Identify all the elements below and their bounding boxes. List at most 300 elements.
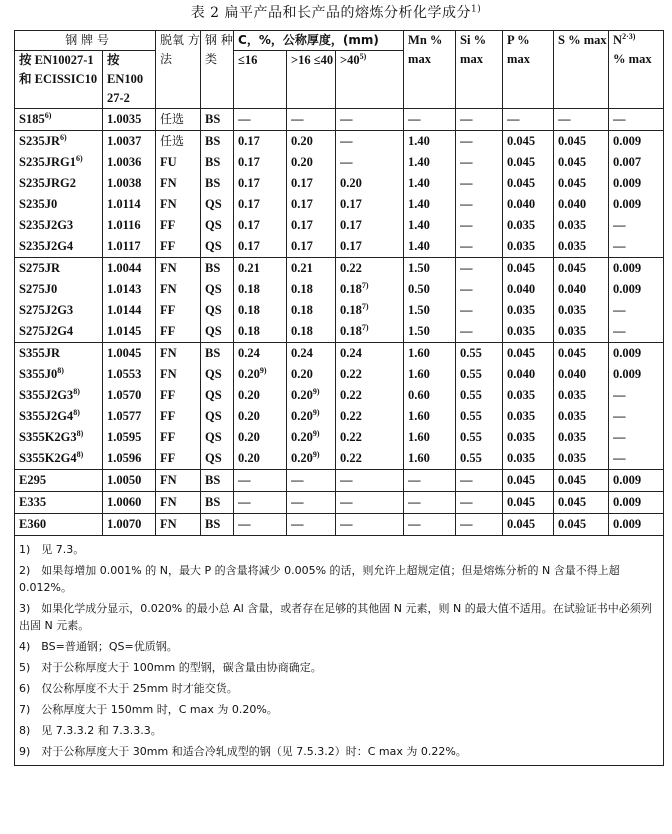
value-text-c2: 0.17: [291, 218, 313, 232]
value-deox: [160, 152, 200, 173]
value-c3: [340, 406, 403, 427]
value-text-c3: 0.18: [340, 282, 362, 296]
value-c3: [340, 492, 403, 513]
value-p: [507, 258, 553, 279]
value-text-deox: FF: [160, 388, 176, 402]
value-text-c1: 0.18: [238, 303, 260, 317]
value-s: [558, 300, 608, 321]
value-si: [460, 364, 502, 385]
value-num: [107, 236, 155, 257]
value-text-c3: 0.22: [340, 430, 362, 444]
value-si: [460, 258, 502, 279]
value-text-name: S235J2G3: [19, 218, 74, 232]
value-text-c2: 0.20: [291, 388, 313, 402]
value-text-num: 1.0045: [107, 346, 142, 360]
value-text-num: 1.0114: [107, 197, 141, 211]
value-text-name: S355K2G3: [19, 430, 77, 444]
value-text-si: —: [460, 282, 473, 296]
value-c2: [291, 448, 335, 469]
footnote-ref: 7): [361, 280, 369, 290]
value-mn: [408, 470, 455, 491]
value-num: [107, 279, 155, 300]
value-text-c1: 0.20: [238, 367, 260, 381]
footnote-ref: 9): [312, 428, 320, 438]
cell-si: [456, 343, 503, 470]
cell-p: [503, 470, 554, 492]
value-n: [613, 258, 663, 279]
table-row: [15, 131, 664, 258]
cell-n: [609, 492, 664, 514]
value-c1: [238, 448, 286, 469]
value-text-si: —: [460, 517, 473, 531]
value-c1: [238, 215, 286, 236]
value-text-name: S235JRG2: [19, 176, 76, 190]
cell-c3: [336, 514, 404, 536]
value-text-mn: 1.60: [408, 451, 430, 465]
value-c2: [291, 152, 335, 173]
cell-si: [456, 109, 503, 131]
cell-mn: [404, 258, 456, 343]
cell-s: [554, 492, 609, 514]
cell-c2: [287, 131, 336, 258]
value-name: [19, 300, 102, 321]
value-name: [19, 131, 102, 152]
value-p: [507, 215, 553, 236]
value-text-n: —: [613, 218, 626, 232]
table-row: [15, 492, 664, 514]
value-num: [107, 364, 155, 385]
value-si: [460, 109, 502, 130]
value-type: [205, 279, 233, 300]
value-text-p: 0.045: [507, 155, 536, 169]
value-text-type: BS: [205, 346, 221, 360]
cell-c2: [287, 258, 336, 343]
value-text-name: S235J0: [19, 197, 58, 211]
header-by-name: 按 EN10027-1 和 ECISSIC10: [15, 51, 103, 109]
value-p: [507, 321, 553, 342]
value-num: [107, 406, 155, 427]
value-mn: [408, 194, 455, 215]
value-type: [205, 131, 233, 152]
value-s: [558, 427, 608, 448]
value-text-n: —: [613, 430, 626, 444]
value-text-c2: —: [291, 495, 304, 509]
value-text-p: 0.045: [507, 134, 536, 148]
value-type: [205, 236, 233, 257]
value-text-name: S275J0: [19, 282, 58, 296]
value-text-name: S235J2G4: [19, 239, 74, 253]
value-p: [507, 194, 553, 215]
value-name: [19, 279, 102, 300]
value-c1: [238, 152, 286, 173]
value-text-c3: 0.18: [340, 324, 362, 338]
value-text-c3: 0.22: [340, 261, 362, 275]
value-s: [558, 215, 608, 236]
value-text-mn: 1.50: [408, 324, 430, 338]
value-text-c3: 0.20: [340, 176, 362, 190]
cell-type: [201, 470, 234, 492]
value-p: [507, 470, 553, 491]
cell-num: [103, 109, 156, 131]
cell-c2: [287, 492, 336, 514]
value-name: [19, 514, 102, 535]
value-mn: [408, 215, 455, 236]
value-text-type: QS: [205, 218, 222, 232]
value-deox: [160, 385, 200, 406]
value-text-c2: 0.18: [291, 282, 313, 296]
value-text-c3: 0.17: [340, 197, 362, 211]
value-text-num: 1.0553: [107, 367, 142, 381]
value-si: [460, 279, 502, 300]
value-mn: [408, 343, 455, 364]
value-type: [205, 152, 233, 173]
cell-si: [456, 514, 503, 536]
value-deox: [160, 514, 200, 535]
value-text-s: 0.040: [558, 367, 587, 381]
value-text-mn: 1.40: [408, 155, 430, 169]
header-grade: 钢 牌 号: [15, 31, 156, 51]
value-num: [107, 131, 155, 152]
footnote-ref: 6): [44, 110, 52, 120]
value-text-s: 0.045: [558, 517, 587, 531]
cell-c2: [287, 514, 336, 536]
header-c1: ≤16: [234, 51, 287, 109]
value-c1: [238, 470, 286, 491]
value-text-deox: FU: [160, 155, 177, 169]
value-p: [507, 236, 553, 257]
value-text-si: 0.55: [460, 451, 482, 465]
value-s: [558, 236, 608, 257]
value-c2: [291, 236, 335, 257]
value-text-name: S275J2G3: [19, 303, 74, 317]
value-si: [460, 406, 502, 427]
cell-c1: [234, 109, 287, 131]
cell-si: [456, 258, 503, 343]
value-text-mn: —: [408, 473, 421, 487]
value-text-s: 0.045: [558, 473, 587, 487]
value-si: [460, 514, 502, 535]
value-deox: [160, 279, 200, 300]
value-c1: [238, 364, 286, 385]
value-s: [558, 343, 608, 364]
value-text-c2: —: [291, 112, 304, 126]
table-title-text: 表 2 扁平产品和长产品的熔炼分析化学成分: [190, 5, 472, 21]
value-text-c1: 0.17: [238, 134, 260, 148]
footnote-ref: 9): [259, 365, 267, 375]
value-text-name: S235JRG1: [19, 155, 76, 169]
value-text-c1: 0.20: [238, 451, 260, 465]
value-text-c1: —: [238, 112, 251, 126]
value-text-n: —: [613, 112, 626, 126]
value-text-mn: 0.50: [408, 282, 430, 296]
cell-name: [15, 109, 103, 131]
value-c3: [340, 514, 403, 535]
value-text-mn: 1.40: [408, 239, 430, 253]
cell-mn: [404, 131, 456, 258]
value-c2: [291, 364, 335, 385]
value-text-c3: 0.22: [340, 367, 362, 381]
value-c2: [291, 343, 335, 364]
value-name: [19, 109, 102, 130]
value-text-n: 0.009: [613, 261, 642, 275]
footnote-ref: 8): [57, 365, 64, 375]
value-s: [558, 152, 608, 173]
value-mn: [408, 258, 455, 279]
header-type: 钢 种 类: [201, 31, 234, 109]
value-c2: [291, 514, 335, 535]
cell-num: [103, 514, 156, 536]
value-text-c2: 0.20: [291, 134, 313, 148]
value-deox: [160, 448, 200, 469]
value-text-n: —: [613, 451, 626, 465]
value-text-mn: 1.40: [408, 218, 430, 232]
value-s: [558, 279, 608, 300]
value-n: [613, 427, 663, 448]
cell-p: [503, 492, 554, 514]
value-num: [107, 194, 155, 215]
value-text-type: BS: [205, 155, 221, 169]
value-text-c3: —: [340, 495, 353, 509]
value-n: [613, 514, 663, 535]
value-text-si: —: [460, 176, 473, 190]
value-text-si: —: [460, 473, 473, 487]
header-deox: 脱氧 方法: [156, 31, 201, 109]
cell-num: [103, 492, 156, 514]
value-text-si: —: [460, 197, 473, 211]
value-text-si: —: [460, 239, 473, 253]
value-n: [613, 448, 663, 469]
value-text-c1: —: [238, 495, 251, 509]
table-row: [15, 109, 664, 131]
value-text-type: QS: [205, 409, 222, 423]
cell-mn: [404, 492, 456, 514]
value-text-n: 0.009: [613, 176, 642, 190]
value-text-p: 0.045: [507, 517, 536, 531]
cell-p: [503, 343, 554, 470]
composition-table-wrapper: [14, 30, 663, 766]
header-si: Si % max: [456, 31, 503, 109]
table-title: [0, 2, 672, 22]
footnote-ref: 9): [312, 386, 320, 396]
value-text-c1: 0.24: [238, 346, 260, 360]
value-c1: [238, 492, 286, 513]
cell-type: [201, 514, 234, 536]
cell-c1: [234, 470, 287, 492]
value-n: [613, 215, 663, 236]
value-mn: [408, 364, 455, 385]
value-type: [205, 427, 233, 448]
header-n-label: N: [613, 33, 623, 47]
header-c-group: C，%，公称厚度，(mm): [234, 31, 404, 51]
value-si: [460, 343, 502, 364]
value-si: [460, 321, 502, 342]
value-text-s: 0.045: [558, 261, 587, 275]
cell-mn: [404, 343, 456, 470]
value-c3: [340, 131, 403, 152]
value-c1: [238, 236, 286, 257]
value-text-c2: 0.17: [291, 197, 313, 211]
cell-name: [15, 492, 103, 514]
value-mn: [408, 173, 455, 194]
value-name: [19, 470, 102, 491]
value-name: [19, 427, 102, 448]
cell-deox: [156, 131, 201, 258]
value-text-si: —: [460, 134, 473, 148]
value-type: [205, 406, 233, 427]
cell-num: [103, 470, 156, 492]
value-p: [507, 492, 553, 513]
value-text-s: 0.040: [558, 197, 587, 211]
value-text-type: QS: [205, 197, 222, 211]
value-si: [460, 448, 502, 469]
value-n: [613, 406, 663, 427]
header-n-unit: % max: [613, 52, 652, 66]
value-text-name: E360: [19, 517, 47, 531]
cell-deox: [156, 492, 201, 514]
value-text-deox: FN: [160, 473, 177, 487]
table-title-note: 1): [471, 4, 482, 15]
value-name: [19, 152, 102, 173]
value-text-p: 0.035: [507, 451, 536, 465]
value-s: [558, 492, 608, 513]
value-name: [19, 364, 102, 385]
value-c1: [238, 258, 286, 279]
value-text-mn: 1.60: [408, 409, 430, 423]
footnote-ref: 8): [76, 449, 84, 459]
value-text-deox: 任选: [160, 134, 185, 148]
cell-num: [103, 131, 156, 258]
cell-mn: [404, 514, 456, 536]
value-n: [613, 321, 663, 342]
value-si: [460, 427, 502, 448]
footnote-item: 2) 如果每增加 0.001% 的 N，最大 P 的含量将减少 0.005% 的话，则允许上超规定值；但是熔炼分析的 N 含量不得上超 0.012%。: [19, 564, 620, 594]
value-text-s: 0.035: [558, 239, 587, 253]
value-c3: [340, 173, 403, 194]
value-text-c3: 0.18: [340, 303, 362, 317]
value-text-p: 0.045: [507, 495, 536, 509]
header-n-note: 2·3): [622, 31, 636, 41]
value-text-c1: 0.21: [238, 261, 260, 275]
value-text-c1: 0.20: [238, 409, 260, 423]
cell-c1: [234, 514, 287, 536]
cell-si: [456, 131, 503, 258]
value-c3: [340, 300, 403, 321]
value-text-c1: 0.17: [238, 155, 260, 169]
value-name: [19, 343, 102, 364]
value-text-deox: FN: [160, 495, 177, 509]
footnote-ref: 8): [76, 428, 84, 438]
value-text-c2: 0.20: [291, 451, 313, 465]
value-num: [107, 321, 155, 342]
cell-c1: [234, 131, 287, 258]
cell-c2: [287, 470, 336, 492]
value-text-mn: 0.60: [408, 388, 430, 402]
value-text-name: S355JR: [19, 346, 60, 360]
cell-c3: [336, 131, 404, 258]
value-text-deox: 任选: [160, 112, 185, 126]
cell-n: [609, 514, 664, 536]
value-text-n: 0.007: [613, 155, 642, 169]
cell-s: [554, 343, 609, 470]
value-p: [507, 300, 553, 321]
value-text-type: BS: [205, 112, 221, 126]
value-text-name: E295: [19, 473, 47, 487]
value-num: [107, 152, 155, 173]
cell-s: [554, 109, 609, 131]
header-n: [609, 31, 664, 109]
value-s: [558, 173, 608, 194]
value-c3: [340, 364, 403, 385]
cell-p: [503, 109, 554, 131]
cell-si: [456, 492, 503, 514]
table-body: [15, 109, 664, 536]
value-text-s: 0.035: [558, 324, 587, 338]
value-text-num: 1.0143: [107, 282, 142, 296]
value-s: [558, 470, 608, 491]
value-c3: [340, 258, 403, 279]
value-deox: [160, 258, 200, 279]
header-c3-note: 5): [359, 51, 367, 61]
value-n: [613, 236, 663, 257]
value-n: [613, 173, 663, 194]
value-text-type: BS: [205, 176, 221, 190]
footnotes: [15, 536, 664, 766]
cell-c3: [336, 109, 404, 131]
value-deox: [160, 406, 200, 427]
value-si: [460, 173, 502, 194]
value-text-p: 0.040: [507, 282, 536, 296]
value-si: [460, 131, 502, 152]
value-text-mn: 1.60: [408, 430, 430, 444]
value-name: [19, 385, 102, 406]
value-name: [19, 215, 102, 236]
value-text-deox: FF: [160, 451, 176, 465]
value-text-name: S355K2G4: [19, 451, 77, 465]
value-text-deox: FF: [160, 239, 176, 253]
value-num: [107, 385, 155, 406]
value-text-p: 0.045: [507, 176, 536, 190]
value-type: [205, 343, 233, 364]
value-text-c1: 0.17: [238, 218, 260, 232]
value-text-s: 0.035: [558, 218, 587, 232]
value-c2: [291, 279, 335, 300]
footnote-ref: 7): [361, 301, 369, 311]
value-text-si: 0.55: [460, 346, 482, 360]
value-text-deox: FN: [160, 176, 177, 190]
value-deox: [160, 343, 200, 364]
value-text-c2: 0.21: [291, 261, 313, 275]
footnote-item: 4) BS=普通钢；QS=优质钢。: [19, 640, 178, 653]
footnote-ref: 6): [59, 132, 67, 142]
value-text-si: —: [460, 324, 473, 338]
value-text-type: BS: [205, 134, 221, 148]
value-name: [19, 406, 102, 427]
value-text-c3: 0.22: [340, 451, 362, 465]
table-row: [15, 258, 664, 343]
value-text-si: —: [460, 112, 473, 126]
value-deox: [160, 300, 200, 321]
value-text-c1: 0.17: [238, 239, 260, 253]
value-c3: [340, 109, 403, 130]
value-type: [205, 514, 233, 535]
value-text-name: S355J2G4: [19, 409, 74, 423]
value-text-c1: 0.20: [238, 430, 260, 444]
table-row: [15, 343, 664, 470]
value-text-si: 0.55: [460, 430, 482, 444]
value-c1: [238, 194, 286, 215]
value-n: [613, 152, 663, 173]
value-c3: [340, 343, 403, 364]
